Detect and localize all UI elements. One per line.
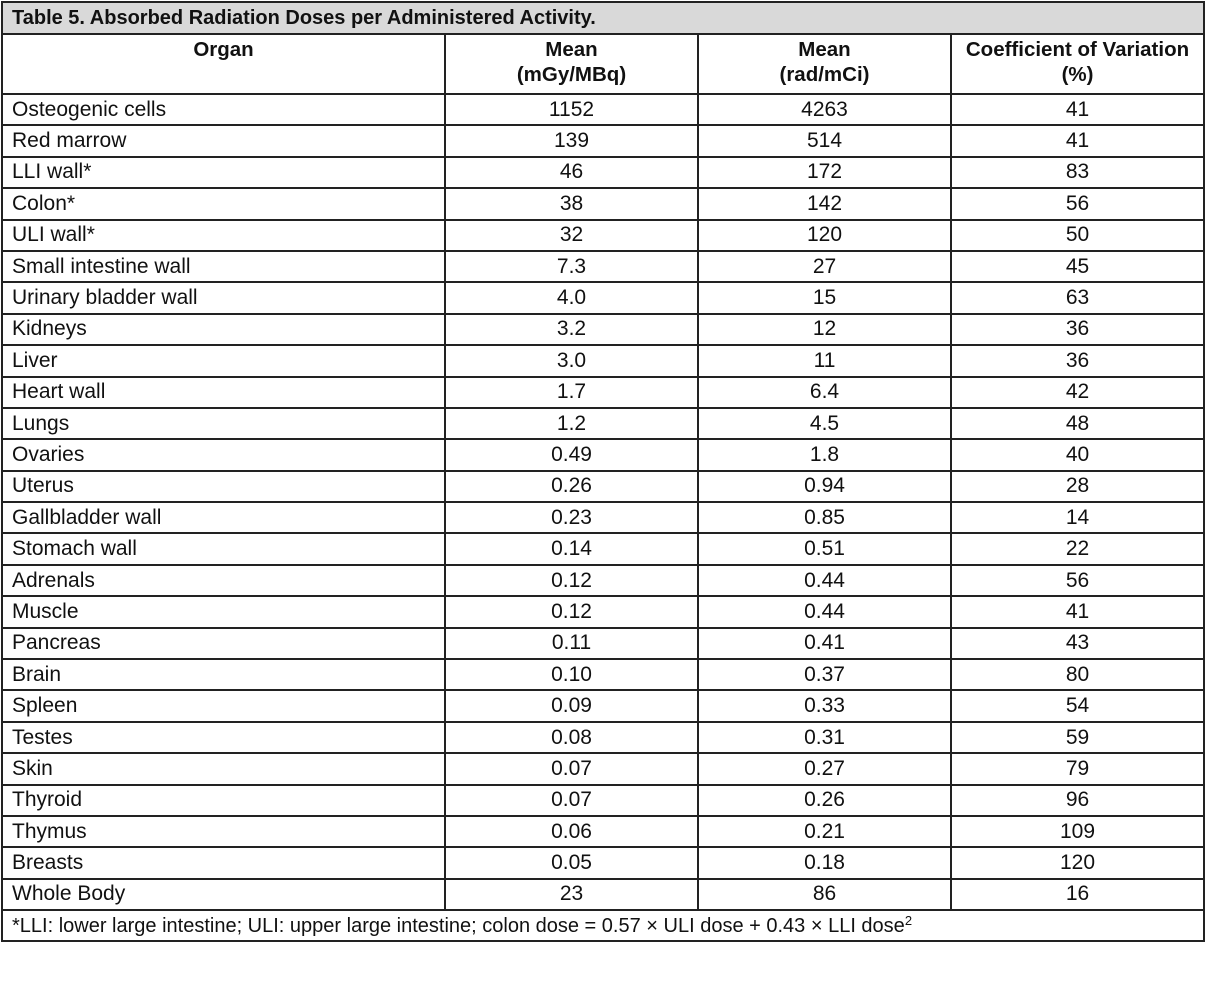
organ-cell: Muscle [2,596,445,627]
mean-rad-cell: 0.85 [698,502,951,533]
mean-mgy-cell: 0.05 [445,847,698,878]
table-row [2,251,1204,282]
organ-cell: Small intestine wall [2,251,445,282]
mean-rad-cell: 0.27 [698,753,951,784]
mean-rad-cell: 0.26 [698,785,951,816]
organ-cell: Osteogenic cells [2,94,445,125]
mean-rad-cell: 0.31 [698,722,951,753]
cv-cell: 41 [951,596,1204,627]
table-row [2,377,1204,408]
organ-cell: LLI wall* [2,157,445,188]
organ-cell: Heart wall [2,377,445,408]
mean-mgy-cell: 0.12 [445,596,698,627]
organ-cell: Adrenals [2,565,445,596]
cv-cell: 50 [951,220,1204,251]
mean-rad-cell: 0.18 [698,847,951,878]
table-row [2,502,1204,533]
cv-cell: 41 [951,125,1204,156]
cv-cell: 120 [951,847,1204,878]
mean-rad-cell: 4.5 [698,408,951,439]
mean-rad-cell: 86 [698,879,951,910]
footnote-reference: 2 [904,912,913,928]
cv-cell: 42 [951,377,1204,408]
mean-mgy-cell: 1152 [445,94,698,125]
column-header-organ [2,34,445,94]
organ-cell: Stomach wall [2,533,445,564]
mean-rad-cell: 27 [698,251,951,282]
table-row [2,282,1204,313]
column-header-mean-mgy [445,34,698,94]
table-row [2,816,1204,847]
cv-cell: 40 [951,439,1204,470]
header-row [2,34,1204,94]
organ-cell: Breasts [2,847,445,878]
column-header-unit: (mGy/MBq) [516,63,627,86]
organ-cell: Ovaries [2,439,445,470]
column-header-line: Mean [545,38,598,61]
mean-rad-cell: 0.94 [698,471,951,502]
mean-mgy-cell: 0.06 [445,816,698,847]
organ-cell: ULI wall* [2,220,445,251]
cv-cell: 48 [951,408,1204,439]
organ-cell: Red marrow [2,125,445,156]
mean-mgy-cell: 0.14 [445,533,698,564]
mean-mgy-cell: 0.08 [445,722,698,753]
mean-mgy-cell: 1.7 [445,377,698,408]
cv-cell: 56 [951,188,1204,219]
organ-cell: Pancreas [2,628,445,659]
mean-mgy-cell: 1.2 [445,408,698,439]
mean-rad-cell: 6.4 [698,377,951,408]
organ-cell: Liver [2,345,445,376]
mean-rad-cell: 0.41 [698,628,951,659]
mean-mgy-cell: 3.0 [445,345,698,376]
dose-table [1,1,1205,942]
table-footnote [2,910,1204,941]
column-header-cv [951,34,1204,94]
cv-cell: 109 [951,816,1204,847]
table-row [2,220,1204,251]
column-header-unit: (rad/mCi) [779,63,870,86]
mean-rad-cell: 12 [698,314,951,345]
column-header-line: Coefficient of Variation [965,38,1190,61]
mean-mgy-cell: 139 [445,125,698,156]
table-row [2,785,1204,816]
mean-mgy-cell: 0.26 [445,471,698,502]
mean-rad-cell: 142 [698,188,951,219]
cv-cell: 83 [951,157,1204,188]
table-row [2,188,1204,219]
table-body [2,94,1204,910]
table-row [2,628,1204,659]
cv-cell: 36 [951,345,1204,376]
table-row [2,345,1204,376]
cv-cell: 14 [951,502,1204,533]
mean-mgy-cell: 0.12 [445,565,698,596]
column-header-line: Organ [193,38,254,61]
organ-cell: Uterus [2,471,445,502]
column-header-mean-rad [698,34,951,94]
mean-rad-cell: 1.8 [698,439,951,470]
cv-cell: 80 [951,659,1204,690]
mean-rad-cell: 11 [698,345,951,376]
cv-cell: 43 [951,628,1204,659]
organ-cell: Kidneys [2,314,445,345]
table-row [2,659,1204,690]
cv-cell: 79 [951,753,1204,784]
mean-mgy-cell: 32 [445,220,698,251]
cv-cell: 54 [951,690,1204,721]
table-row [2,408,1204,439]
organ-cell: Spleen [2,690,445,721]
table-row [2,439,1204,470]
mean-mgy-cell: 0.49 [445,439,698,470]
organ-cell: Thyroid [2,785,445,816]
mean-rad-cell: 120 [698,220,951,251]
mean-mgy-cell: 38 [445,188,698,219]
organ-cell: Gallbladder wall [2,502,445,533]
cv-cell: 41 [951,94,1204,125]
table-row [2,314,1204,345]
organ-cell: Colon* [2,188,445,219]
mean-mgy-cell: 0.07 [445,753,698,784]
cv-cell: 36 [951,314,1204,345]
table-row [2,847,1204,878]
cv-cell: 16 [951,879,1204,910]
mean-rad-cell: 0.37 [698,659,951,690]
mean-mgy-cell: 3.2 [445,314,698,345]
column-header-line: Mean [798,38,851,61]
mean-mgy-cell: 0.11 [445,628,698,659]
table-title: Table 5. Absorbed Radiation Doses per Administered Activity. [2,2,1204,34]
mean-rad-cell: 0.44 [698,565,951,596]
mean-rad-cell: 0.51 [698,533,951,564]
mean-mgy-cell: 0.10 [445,659,698,690]
table-row [2,533,1204,564]
table-row [2,722,1204,753]
mean-mgy-cell: 0.23 [445,502,698,533]
cv-cell: 22 [951,533,1204,564]
mean-rad-cell: 0.44 [698,596,951,627]
table-row [2,94,1204,125]
cv-cell: 45 [951,251,1204,282]
mean-rad-cell: 15 [698,282,951,313]
table-row [2,690,1204,721]
table-row [2,879,1204,910]
organ-cell: Brain [2,659,445,690]
organ-cell: Lungs [2,408,445,439]
document [1,1,1203,942]
table-row [2,565,1204,596]
table-row [2,157,1204,188]
mean-rad-cell: 172 [698,157,951,188]
table-row [2,753,1204,784]
table-row [2,471,1204,502]
cv-cell: 63 [951,282,1204,313]
table-row [2,125,1204,156]
mean-mgy-cell: 23 [445,879,698,910]
organ-cell: Thymus [2,816,445,847]
mean-mgy-cell: 46 [445,157,698,188]
mean-mgy-cell: 7.3 [445,251,698,282]
mean-mgy-cell: 0.09 [445,690,698,721]
mean-rad-cell: 0.21 [698,816,951,847]
footnote-text: *LLI: lower large intestine; ULI: upper large intestine; colon dose = 0.57 × ULI dose + 0.43 × LLI dose [12,914,905,937]
organ-cell: Whole Body [2,879,445,910]
organ-cell: Urinary bladder wall [2,282,445,313]
mean-rad-cell: 514 [698,125,951,156]
organ-cell: Skin [2,753,445,784]
cv-cell: 59 [951,722,1204,753]
cv-cell: 96 [951,785,1204,816]
mean-rad-cell: 4263 [698,94,951,125]
cv-cell: 28 [951,471,1204,502]
column-header-unit: (%) [1061,63,1094,86]
mean-mgy-cell: 0.07 [445,785,698,816]
mean-rad-cell: 0.33 [698,690,951,721]
organ-cell: Testes [2,722,445,753]
mean-mgy-cell: 4.0 [445,282,698,313]
cv-cell: 56 [951,565,1204,596]
table-row [2,596,1204,627]
